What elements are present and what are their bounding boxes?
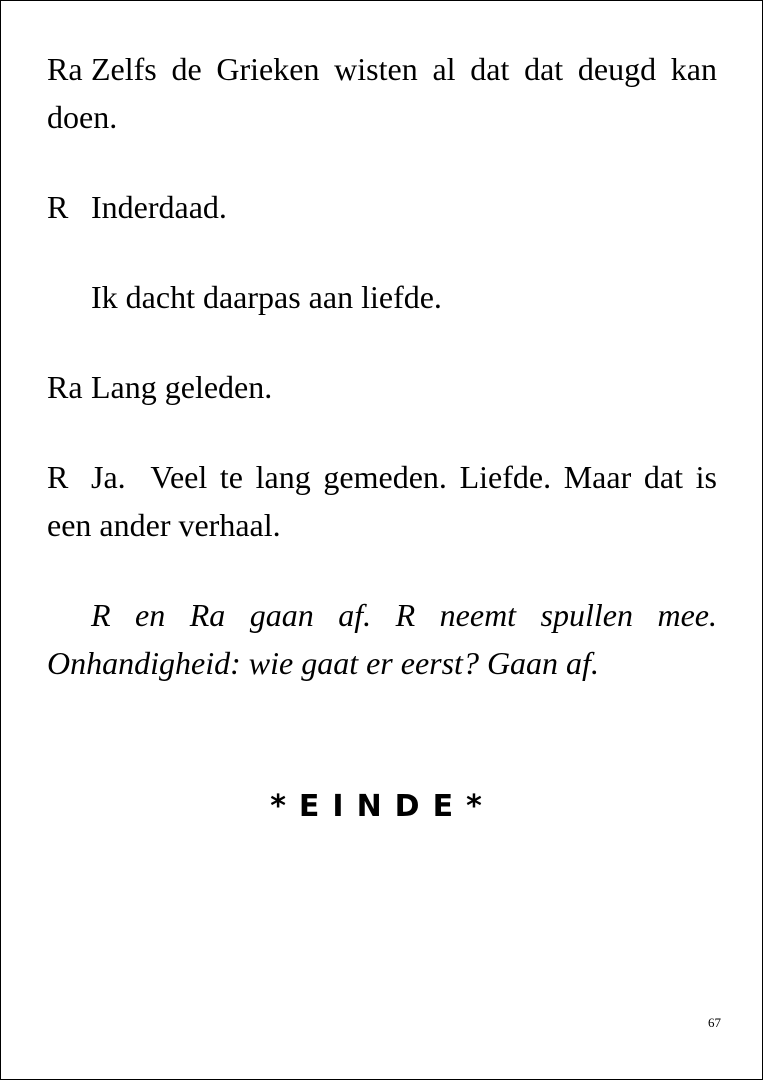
- dialogue-text: Ik dacht daarpas aan liefde.: [91, 279, 442, 315]
- dialogue-line-1: [47, 45, 717, 141]
- dialogue-text: Lang geleden.: [91, 369, 273, 405]
- speaker-label: Ra: [47, 51, 83, 87]
- speaker-label: Ra: [47, 369, 83, 405]
- dialogue-line-2: [47, 183, 717, 231]
- speaker-label: R: [47, 459, 69, 495]
- dialogue-text: Zelfs de Grieken wisten al dat dat deugd kan doen.: [47, 51, 717, 135]
- speaker-label: R: [47, 189, 69, 225]
- stage-direction: R en Ra gaan af. R neemt spullen mee. Onhandigheid: wie gaat er eerst? Gaan af.: [47, 597, 717, 681]
- dialogue-text: Ja. Veel te lang gemeden. Liefde. Maar dat is een ander verhaal.: [47, 459, 725, 543]
- dialogue-line-4: [47, 363, 717, 411]
- end-marker: *EINDE*: [270, 789, 495, 824]
- dialogue-line-5: [47, 453, 725, 549]
- page-number: 67: [708, 1015, 721, 1030]
- dialogue-line-3: [47, 273, 717, 321]
- dialogue-text: Inderdaad.: [91, 189, 227, 225]
